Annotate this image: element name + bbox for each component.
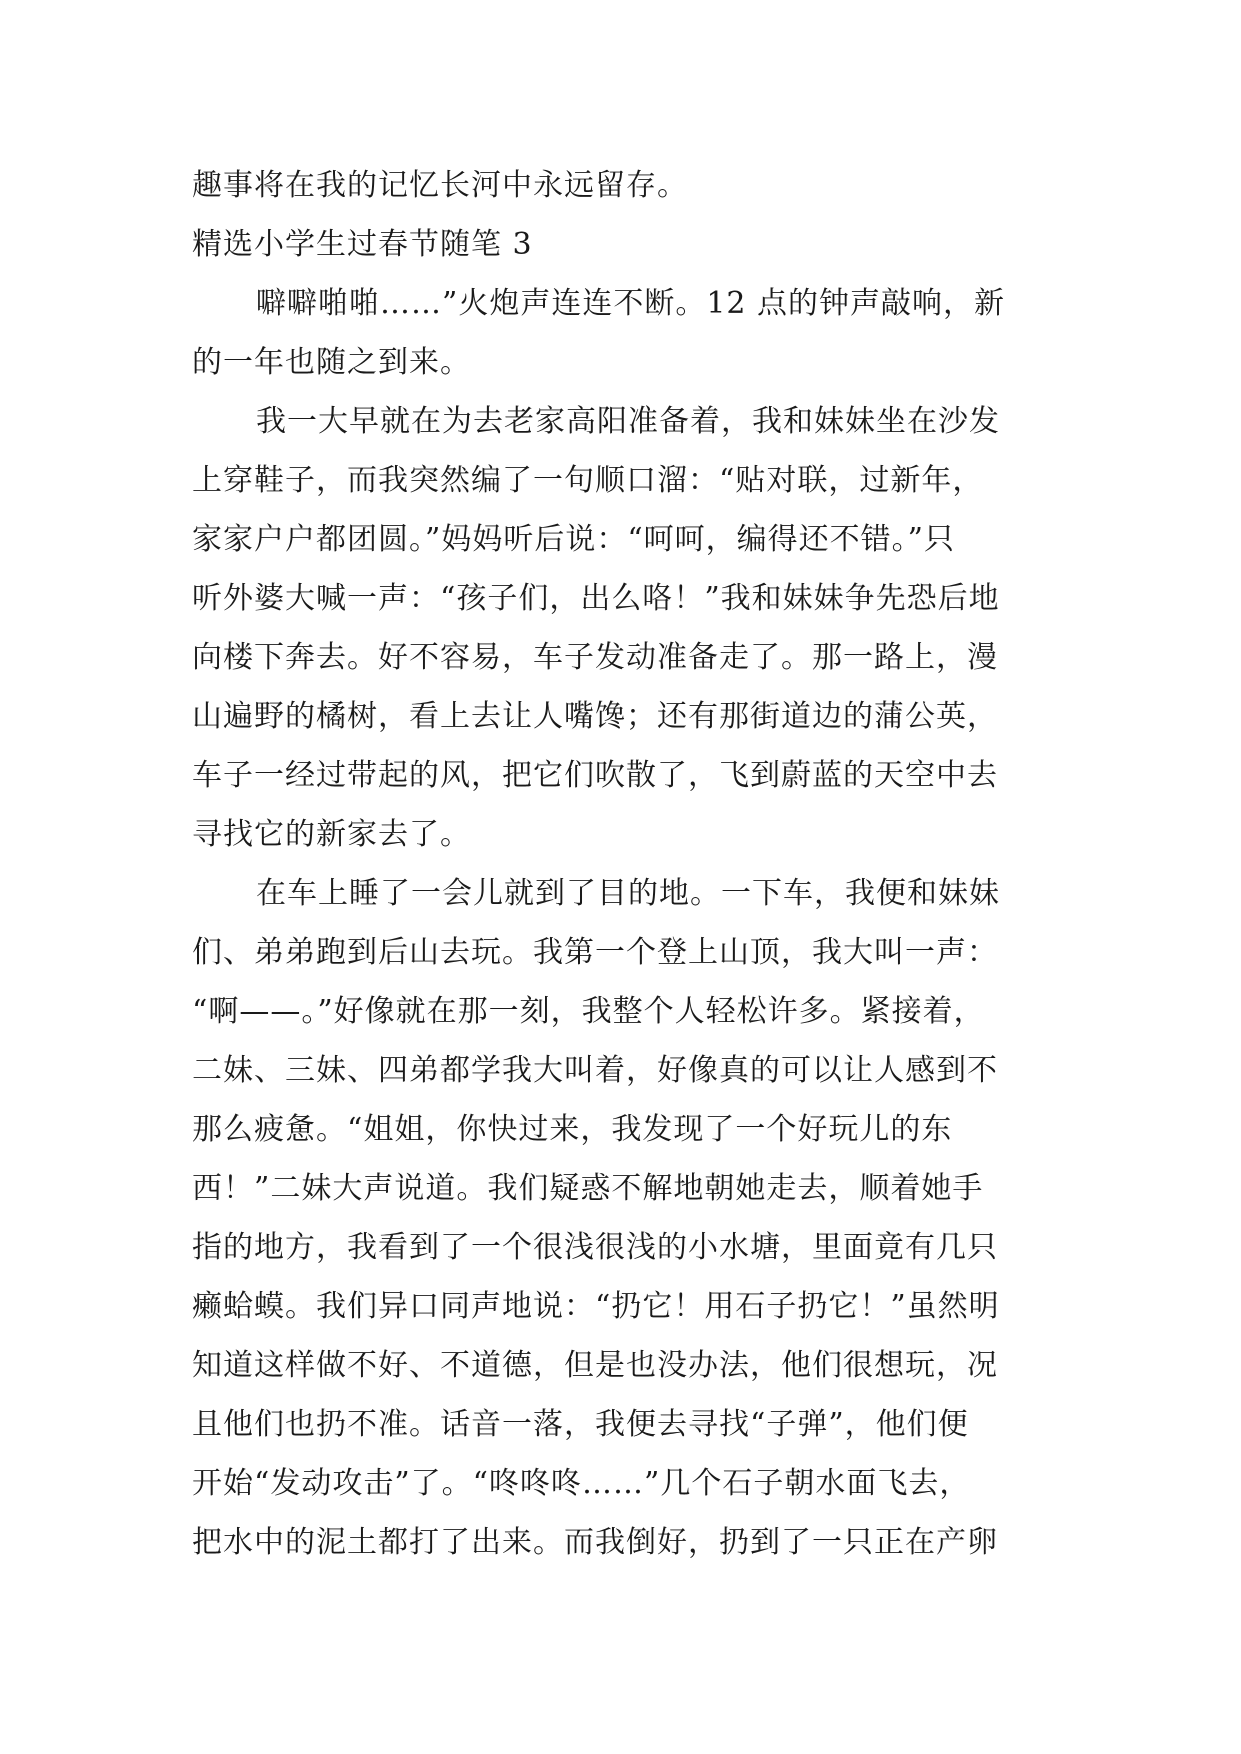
paragraph-line: “啊——。”好像就在那一刻，我整个人轻松许多。紧接着， [192, 994, 985, 1029]
paragraph-line: 且他们也扔不准。话音一落，我便去寻找“子弹”，他们便 [192, 1407, 969, 1442]
paragraph-line: 噼噼啪啪……”火炮声连连不断。12 点的钟声敲响，新 [256, 286, 1006, 321]
paragraph-line: 们、弟弟跑到后山去玩。我第一个登上山顶，我大叫一声： [192, 935, 998, 970]
paragraph-line: 西！”二妹大声说道。我们疑惑不解地朝她走去，顺着她手 [192, 1171, 984, 1206]
paragraph-line: 癞蛤蟆。我们异口同声地说：“扔它！用石子扔它！”虽然明 [192, 1289, 1000, 1324]
paragraph-line: 那么疲惫。“姐姐，你快过来，我发现了一个好玩儿的东 [192, 1112, 953, 1147]
paragraph-line: 的一年也随之到来。 [192, 345, 471, 380]
paragraph-line: 把水中的泥土都打了出来。而我倒好，扔到了一只正在产卵 [192, 1525, 998, 1560]
paragraph-line: 听外婆大喊一声：“孩子们，出么咯！”我和妹妹争先恐后地 [192, 581, 1000, 616]
paragraph-line: 车子一经过带起的风，把它们吹散了，飞到蔚蓝的天空中去 [192, 758, 998, 793]
paragraph-line: 二妹、三妹、四弟都学我大叫着，好像真的可以让人感到不 [192, 1053, 998, 1088]
document-body [192, 156, 1052, 1572]
paragraph-3 [192, 864, 1052, 1572]
paragraph-line: 家家户户都团圆。”妈妈听后说：“呵呵，编得还不错。”只 [192, 522, 956, 557]
section-heading: 精选小学生过春节随笔 3 [192, 227, 533, 262]
continuation-line: 趣事将在我的记忆长河中永远留存。 [192, 168, 688, 203]
paragraph-line: 向楼下奔去。好不容易，车子发动准备走了。那一路上，漫 [192, 640, 998, 675]
paragraph-2 [192, 392, 1052, 864]
paragraph-line: 指的地方，我看到了一个很浅很浅的小水塘，里面竟有几只 [192, 1230, 998, 1265]
paragraph-line: 山遍野的橘树，看上去让人嘴馋；还有那街道边的蒲公英， [192, 699, 998, 734]
paragraph-1 [192, 274, 1052, 392]
paragraph-line: 开始“发动攻击”了。“咚咚咚……”几个石子朝水面飞去， [192, 1466, 971, 1501]
paragraph-line: 知道这样做不好、不道德，但是也没办法，他们很想玩，况 [192, 1348, 998, 1383]
paragraph-line: 上穿鞋子，而我突然编了一句顺口溜：“贴对联，过新年， [192, 463, 984, 498]
paragraph-line: 在车上睡了一会儿就到了目的地。一下车，我便和妹妹 [256, 876, 1000, 911]
paragraph-line: 我一大早就在为去老家高阳准备着，我和妹妹坐在沙发 [256, 404, 1000, 439]
paragraph-line: 寻找它的新家去了。 [192, 817, 471, 852]
